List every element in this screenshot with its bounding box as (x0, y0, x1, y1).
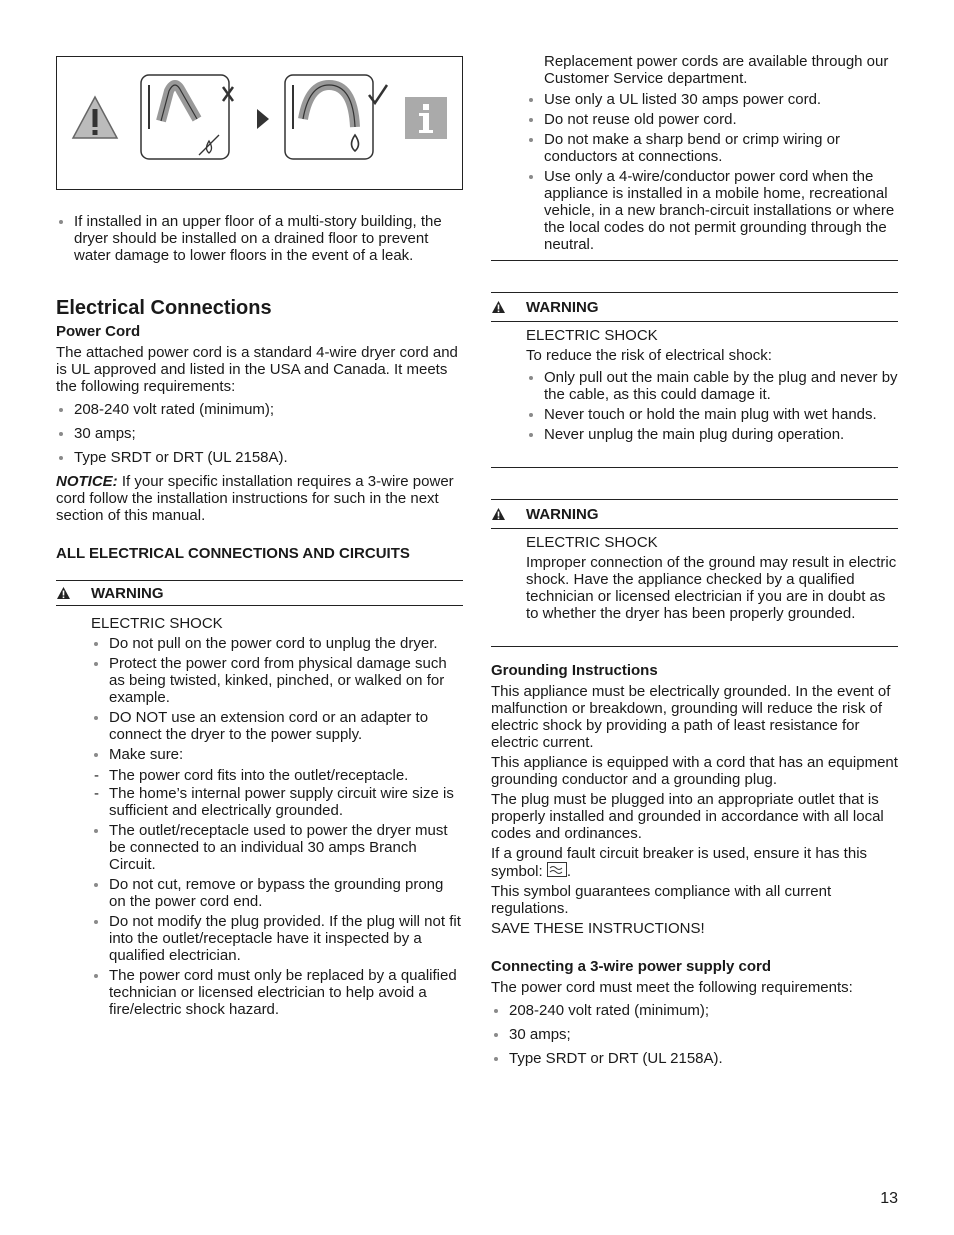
list-item: Never touch or hold the main plug with wet hands. (526, 406, 898, 423)
power-cord-intro: The attached power cord is a standard 4-wire dryer cord and is UL approved and listed in the USA and Canada. It meets the following requirements: (56, 344, 458, 395)
warning-triangle-icon (491, 507, 511, 521)
three-wire-intro: The power cord must meet the following requirements: (491, 979, 853, 996)
three-wire-section (491, 958, 898, 1067)
list-item: The outlet/receptacle used to power the dryer must be connected to an individual 30 amps Branch Circuit. (91, 822, 463, 873)
list-item: Use only a UL listed 30 amps power cord. (526, 91, 898, 108)
hose-bend-illustration (57, 57, 462, 189)
grounding-p6: SAVE THESE INSTRUCTIONS! (491, 920, 705, 937)
warning-box-3 (491, 499, 898, 622)
floor-note-list (56, 213, 463, 264)
list-item: 208-240 volt rated (minimum); (491, 1002, 898, 1019)
grounding-section (491, 662, 898, 937)
warning-type: ELECTRIC SHOCK (91, 615, 223, 632)
warning-intro: To reduce the risk of electrical shock: (526, 347, 772, 364)
list-item: Do not pull on the power cord to unplug the dryer. (91, 635, 463, 652)
warning-triangle-icon (491, 300, 511, 314)
notice-text: If your specific installation requires a 3-wire power cord follow the installation instructions for such in the next section of this manual. (56, 473, 454, 524)
list-item: 30 amps; (491, 1026, 898, 1043)
three-wire-heading: Connecting a 3-wire power supply cord (491, 958, 772, 975)
page-number: 13 (880, 1190, 898, 1207)
arrow-right-icon (257, 109, 269, 129)
warning-header (491, 292, 898, 322)
warning-box-2 (491, 292, 898, 443)
warning-type: ELECTRIC SHOCK (526, 534, 658, 551)
make-sure-sublist (91, 767, 463, 819)
warning-type: ELECTRIC SHOCK (526, 327, 658, 344)
list-item: Make sure: (91, 746, 463, 763)
list-item: Only pull out the main cable by the plug and never by the cable, as this could damage it. (526, 369, 898, 403)
correct-hose-bend-icon (285, 75, 387, 159)
sub-list-item: - The home’s internal power supply circuit wire size is sufficient and electrically grounded. (91, 785, 463, 819)
list-item: Do not modify the plug provided. If the plug will not fit into the outlet/receptacle have it inspected by a qualified electrician. (91, 913, 463, 964)
wrong-hose-bend-icon (141, 75, 233, 159)
installation-figure (56, 56, 463, 190)
grounding-p4-text: If a ground fault circuit breaker is used, ensure it has this symbol: (491, 845, 868, 880)
list-item: DO NOT use an extension cord or an adapter to connect the dryer to the power supply. (91, 709, 463, 743)
warning-triangle-icon (56, 586, 76, 600)
warning-list (526, 369, 898, 443)
warning-label: WARNING (526, 505, 599, 523)
notice-paragraph (56, 473, 463, 524)
list-item: Do not reuse old power cord. (526, 111, 898, 128)
warning-body (491, 327, 898, 443)
list-item: Type SRDT or DRT (UL 2158A). (56, 449, 463, 466)
grounding-heading: Grounding Instructions (491, 662, 658, 679)
list-item: Use only a 4-wire/conductor power cord when the appliance is installed in a mobile home, recreational vehicle, in a new branch-circuit installations or where the local codes do not permit grounding through the neutral. (526, 168, 898, 253)
warning-label: WARNING (526, 298, 599, 316)
info-icon (405, 97, 447, 139)
all-connections-heading: ALL ELECTRICAL CONNECTIONS AND CIRCUITS (56, 545, 410, 562)
warning-text: Improper connection of the ground may result in electric shock. Have the appliance checked by a qualified technician or licensed electrician if you are in doubt as to whether the dryer has been properly grounded. (526, 554, 897, 622)
power-cord-heading: Power Cord (56, 323, 141, 340)
list-item: The power cord must only be replaced by a qualified technician or licensed electrician to help avoid a fire/electric shock hazard. (91, 967, 463, 1018)
warning-header (56, 580, 463, 606)
list-item: Do not make a sharp bend or crimp wiring or conductors at connections. (526, 131, 898, 165)
notice-label: NOTICE: (56, 473, 118, 490)
three-wire-requirements (491, 1002, 898, 1067)
warning-box (56, 580, 463, 1018)
list-item: Protect the power cord from physical damage such as being twisted, kinked, pinched, or walked on for example. (91, 655, 463, 706)
divider (491, 467, 898, 468)
warning-header (491, 499, 898, 529)
warning-list-continued (91, 822, 463, 1018)
warning-body (491, 534, 898, 622)
power-cord-section (56, 323, 463, 524)
warning-label: WARNING (91, 584, 164, 602)
list-item: 208-240 volt rated (minimum); (56, 401, 463, 418)
grounding-p1: This appliance must be electrically grounded. In the event of malfunction or breakdown, grounding will reduce the risk of electric shock by providing a path of least resistance for electric current. (491, 683, 891, 751)
list-item: Type SRDT or DRT (UL 2158A). (491, 1050, 898, 1067)
grounding-p4 (491, 845, 898, 880)
section-title: Electrical Connections (56, 297, 272, 319)
divider (491, 646, 898, 647)
list-item: Never unplug the main plug during operation. (526, 426, 898, 443)
grounding-p2: This appliance is equipped with a cord that has an equipment grounding conductor and a grounding plug. (491, 754, 898, 788)
list-item: If installed in an upper floor of a multi-story building, the dryer should be installed on a drained floor to prevent water damage to lower floors in the event of a leak. (56, 213, 463, 264)
continued-warning (491, 53, 898, 253)
divider (491, 260, 898, 261)
list-item: Do not cut, remove or bypass the grounding prong on the power cord end. (91, 876, 463, 910)
warning-list (91, 635, 463, 763)
sub-list-item: - The power cord fits into the outlet/receptacle. (91, 767, 463, 784)
continued-list (491, 91, 898, 253)
power-cord-requirements (56, 401, 463, 466)
ground-fault-symbol-icon (547, 862, 567, 877)
grounding-p5: This symbol guarantees compliance with all current regulations. (491, 883, 832, 917)
warning-triangle-icon (73, 97, 117, 138)
warning-body (56, 615, 463, 1018)
grounding-p3: The plug must be plugged into an appropriate outlet that is properly installed and grounded in accordance with all local codes and ordinances. (491, 791, 884, 842)
list-item: 30 amps; (56, 425, 463, 442)
continued-text: Replacement power cords are available through our Customer Service department. (544, 53, 889, 87)
grounding-p4-end: . (566, 863, 572, 880)
